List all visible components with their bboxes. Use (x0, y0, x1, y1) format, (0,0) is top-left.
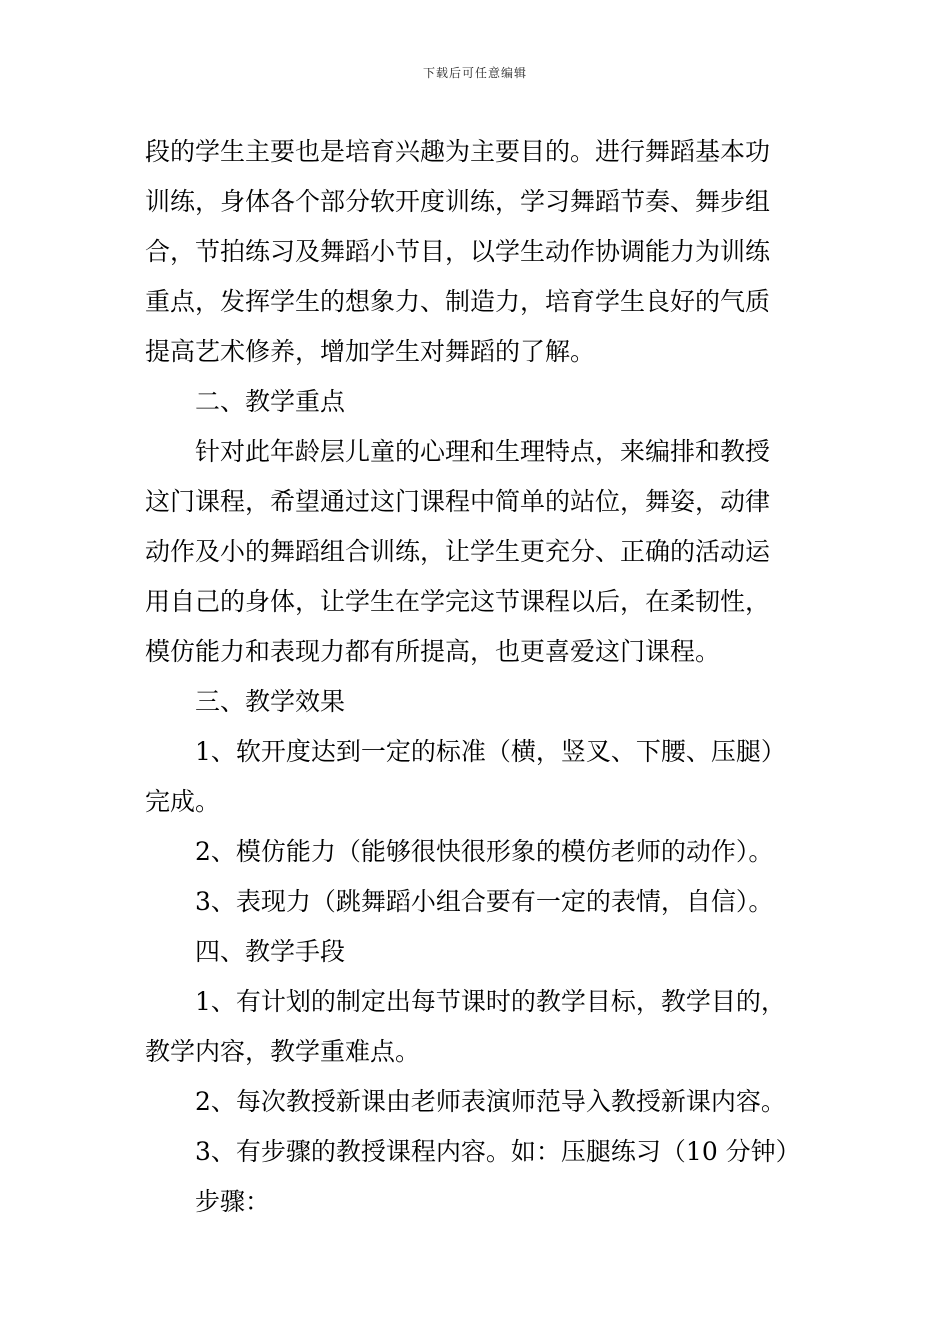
body-line: 针对此年龄层儿童的心理和生理特点，来编排和教授 (195, 437, 771, 466)
list-item: 3、表现力（跳舞蹈小组合要有一定的表情，自信）。 (195, 887, 774, 916)
body-line: 模仿能力和表现力都有所提高，也更喜爱这门课程。 (145, 637, 721, 666)
body-line: 用自己的身体，让学生在学完这节课程以后，在柔韧性， (145, 587, 771, 616)
list-item: 2、模仿能力（能够很快很形象的模仿老师的动作）。 (195, 837, 774, 866)
document-body (145, 127, 810, 1227)
body-line: 教学内容，教学重难点。 (145, 1037, 421, 1066)
body-line: 完成。 (145, 787, 221, 816)
body-line: 步骤： (195, 1187, 271, 1216)
list-item: 3、有步骤的教授课程内容。如：压腿练习（10 分钟） (195, 1137, 801, 1166)
list-item: 2、每次教授新课由老师表演师范导入教授新课内容。 (195, 1087, 786, 1116)
body-line: 段的学生主要也是培育兴趣为主要目的。进行舞蹈基本功 (145, 137, 771, 166)
section-heading: 二、教学重点 (195, 387, 346, 416)
body-line: 动作及小的舞蹈组合训练，让学生更充分、正确的活动运 (145, 537, 771, 566)
body-line: 这门课程，希望通过这门课程中简单的站位，舞姿，动律 (145, 487, 771, 516)
page-header: 下载后可任意编辑 (422, 66, 527, 80)
body-line: 训练，身体各个部分软开度训练，学习舞蹈节奏、舞步组 (145, 187, 771, 216)
list-item: 1、软开度达到一定的标准（横，竖叉、下腰、压腿） (195, 737, 786, 766)
list-item: 1、有计划的制定出每节课时的教学目标，教学目的， (195, 987, 786, 1016)
body-line: 提高艺术修养，增加学生对舞蹈的了解。 (145, 337, 596, 366)
section-heading: 三、教学效果 (195, 687, 346, 716)
body-line: 重点，发挥学生的想象力、制造力，培育学生良好的气质 (145, 287, 771, 316)
section-heading: 四、教学手段 (195, 937, 346, 966)
body-line: 合，节拍练习及舞蹈小节目，以学生动作协调能力为训练 (145, 237, 771, 266)
